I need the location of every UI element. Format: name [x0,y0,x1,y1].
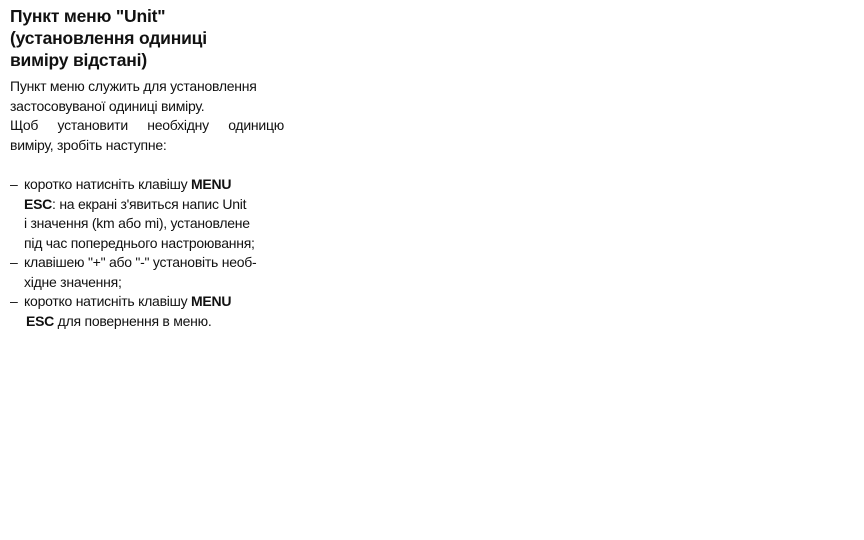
section-heading [10,5,284,71]
key-name: MENU [191,293,232,309]
step-item [10,253,284,292]
heading-line: виміру відстані) [10,50,147,70]
steps-list [10,175,284,331]
step-text: : на екрані з'явиться напис Unit [52,195,247,212]
step-line: під час попереднього настроювання; [24,234,255,251]
step-line [24,292,284,312]
intro-paragraph [10,77,284,155]
list-dash: – [10,293,18,309]
step-line [24,312,284,332]
key-name: ESC [24,195,53,212]
step-text: коротко натисніть клавішу [24,293,191,309]
step-line [24,175,284,195]
intro-line: застосовуваної одиниці виміру. [10,97,205,114]
intro-line: Щоб установити необхідну одиницю [10,117,284,133]
key-name: ESC [26,312,55,329]
step-line [24,195,284,215]
step-item [10,175,284,253]
list-dash: – [10,176,18,192]
step-text: коротко натисніть клавішу [24,176,191,192]
step-item [10,292,284,331]
heading-line: (установлення одиниці [10,28,207,48]
step-text: для повернення в меню. [54,312,212,329]
manual-section [10,5,284,331]
key-name: MENU [191,176,232,192]
step-line: клавішею "+" або "-" установіть необ- [24,254,257,270]
heading-line: Пункт меню "Unit" [10,6,166,26]
intro-line: Пункт меню служить для установлення [10,78,257,94]
list-dash: – [10,254,18,270]
step-line: і значення (km або mi), установлене [24,215,250,231]
intro-line: виміру, зробіть наступне: [10,136,167,153]
step-line: хідне значення; [24,273,122,290]
